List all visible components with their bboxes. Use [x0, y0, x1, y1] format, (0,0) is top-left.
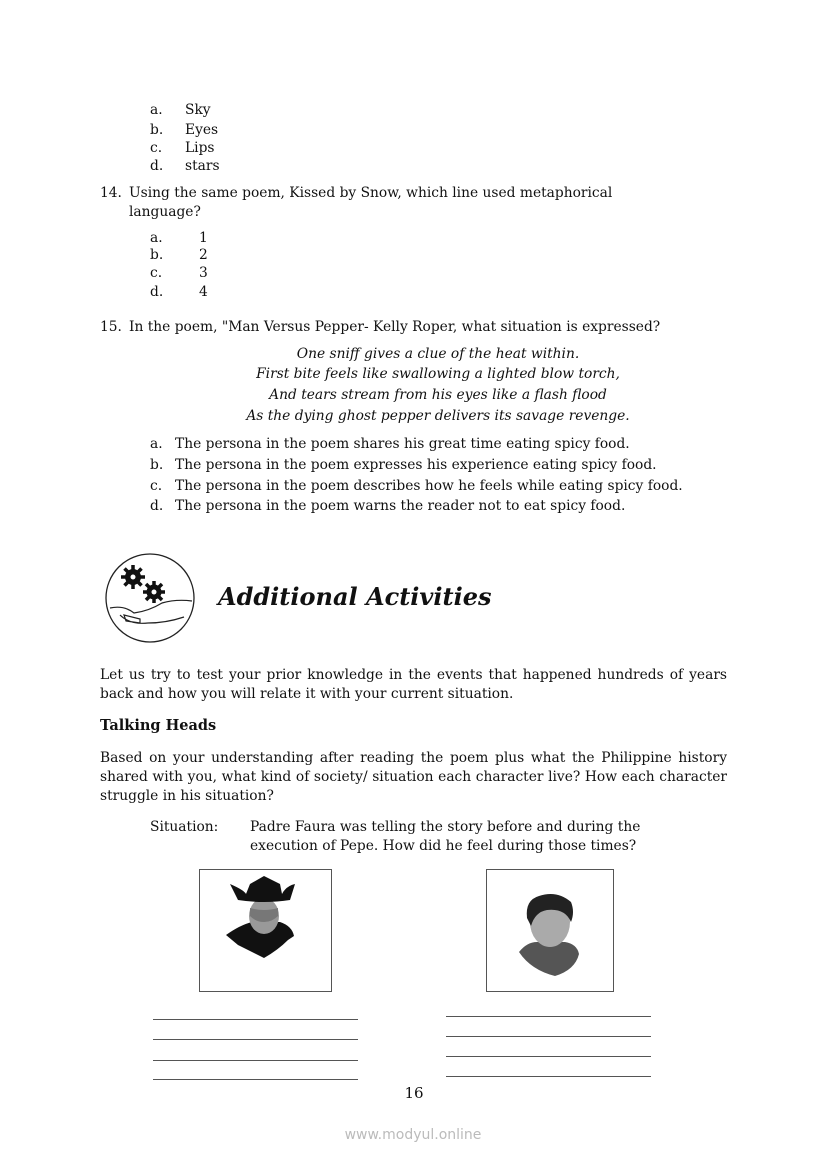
answer-line[interactable] [153, 1060, 358, 1061]
poem-line: First bite feels like swallowing a lighted blow torch, [256, 366, 620, 382]
option-label: d. [150, 158, 164, 174]
portrait-padre-faura [199, 869, 332, 992]
option-text: The persona in the poem describes how he feels while eating spicy food. [175, 478, 683, 494]
activity-instructions: Based on your understanding after reading the poem plus what the Philippine history shared with you, what kind of society/ situation each character live? How each character struggle in his situation? [100, 750, 727, 804]
answer-line[interactable] [446, 1056, 651, 1057]
option-label: c. [150, 478, 163, 494]
activity-title: Talking Heads [100, 717, 217, 734]
situation-label: Situation: [150, 819, 219, 835]
option-text: 1 [199, 230, 208, 246]
answer-line[interactable] [153, 1079, 358, 1080]
answer-line[interactable] [153, 1019, 358, 1020]
gears-in-hand-icon [104, 553, 196, 643]
section-title: Additional Activities [218, 582, 492, 611]
intro-paragraph: Let us try to test your prior knowledge in the events that happened hundreds of years back and how you will relate it with your current situation. [100, 667, 727, 702]
option-label: d. [150, 498, 164, 514]
question-text: In the poem, "Man Versus Pepper- Kelly Roper, what situation is expressed? [129, 319, 661, 335]
priest-portrait-icon [200, 870, 331, 991]
option-text: The persona in the poem warns the reader not to eat spicy food. [175, 498, 626, 514]
answer-line[interactable] [446, 1016, 651, 1017]
option-label: c. [150, 140, 163, 156]
question-number: 14. [100, 185, 122, 201]
portrait-pepe [486, 869, 614, 992]
option-text: Lips [185, 140, 215, 156]
question-number: 15. [100, 319, 122, 335]
option-label: b. [150, 122, 164, 138]
situation-text: execution of Pepe. How did he feel during those times? [250, 838, 637, 854]
question-text: Using the same poem, Kissed by Snow, which line used metaphorical [129, 185, 613, 201]
option-label: c. [150, 265, 163, 281]
poem-line: As the dying ghost pepper delivers its savage revenge. [246, 408, 630, 424]
poem-line: And tears stream from his eyes like a flash flood [269, 387, 607, 403]
option-text: 2 [199, 247, 208, 263]
option-text: The persona in the poem shares his great time eating spicy food. [175, 436, 630, 452]
option-label: d. [150, 284, 164, 300]
poem-line: One sniff gives a clue of the heat within. [296, 346, 580, 362]
option-label: b. [150, 247, 164, 263]
question-text: language? [129, 204, 201, 220]
answer-line[interactable] [446, 1036, 651, 1037]
young-man-portrait-icon [487, 870, 613, 991]
option-label: a. [150, 102, 163, 118]
option-text: 4 [199, 284, 208, 300]
option-label: a. [150, 230, 163, 246]
option-text: The persona in the poem expresses his experience eating spicy food. [175, 457, 657, 473]
option-label: a. [150, 436, 163, 452]
watermark: www.modyul.online [344, 1127, 482, 1143]
option-text: 3 [199, 265, 208, 281]
answer-line[interactable] [153, 1039, 358, 1040]
option-label: b. [150, 457, 164, 473]
page-number: 16 [404, 1084, 424, 1102]
option-text: Eyes [185, 122, 219, 138]
situation-text: Padre Faura was telling the story before and during the [250, 819, 641, 835]
option-text: stars [185, 158, 220, 174]
answer-line[interactable] [446, 1076, 651, 1077]
option-text: Sky [185, 102, 211, 118]
